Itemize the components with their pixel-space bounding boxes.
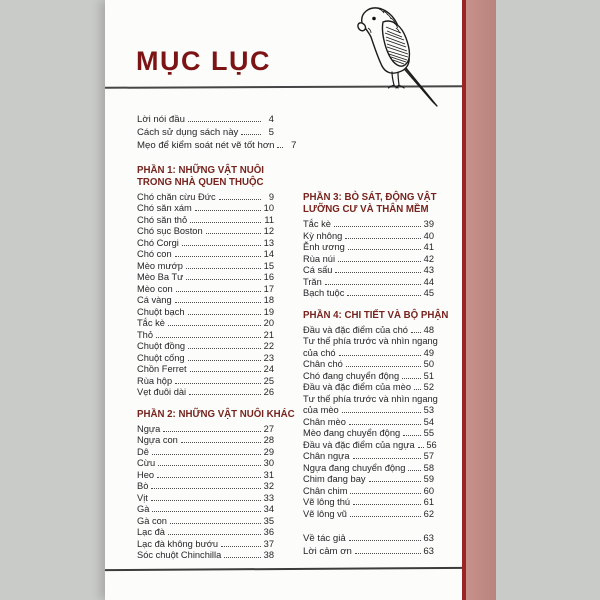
dot-leader [176, 291, 261, 292]
toc-group-phan-3 [303, 192, 437, 300]
section-heading-line: LƯỠNG CƯ VÀ THÂN MỀM [303, 204, 429, 216]
toc-item [303, 371, 434, 383]
toc-item-page-number: 58 [423, 462, 434, 473]
dot-leader [221, 546, 261, 547]
toc-group-back-matter [303, 532, 434, 558]
dot-leader [188, 348, 261, 349]
toc-item-label: Bạch tuộc [303, 288, 345, 299]
toc-item-page-number: 20 [263, 318, 274, 329]
toc-item-page-number: 41 [423, 242, 434, 253]
toc-item-label: Ngựa con [137, 435, 178, 446]
toc-group-phan-2 [137, 408, 295, 562]
toc-item-label: Ngựa đang chuyển động [303, 462, 406, 473]
toc-item [137, 424, 274, 436]
toc-item [303, 393, 438, 406]
toc-item-page-number: 48 [423, 324, 434, 335]
toc-item-label: Ngựa [137, 423, 161, 434]
toc-group-front-matter [137, 113, 297, 153]
toc-item-label: Chân chim [303, 485, 348, 496]
page-title: MỤC LỤC [136, 46, 271, 76]
toc-item-label: Chó Corgi [137, 237, 179, 248]
dot-leader [346, 366, 421, 367]
toc-item [137, 341, 274, 353]
dot-leader [156, 337, 261, 338]
toc-item-label: Chuột đồng [137, 341, 186, 352]
toc-item-label: Trăn [303, 276, 322, 287]
toc-item-label: Vịt [137, 492, 148, 503]
toc-item [303, 359, 434, 371]
toc-item-label: Cá vàng [137, 295, 172, 306]
toc-item [137, 353, 274, 365]
dot-leader [349, 424, 421, 425]
toc-item-page-number: 37 [263, 538, 274, 549]
toc-group-phan-1 [137, 165, 274, 399]
toc-item [137, 364, 274, 376]
toc-item-page-number: 63 [423, 533, 434, 545]
toc-item [303, 336, 438, 348]
toc-item-page-number: 36 [263, 527, 274, 538]
dot-leader [355, 553, 421, 554]
toc-item [137, 447, 274, 459]
dot-leader [411, 332, 421, 333]
dot-leader [334, 226, 421, 227]
toc-item-page-number: 44 [423, 276, 434, 287]
toc-item-label: Sóc chuột Chinchilla [137, 550, 222, 561]
dot-leader [408, 470, 421, 471]
toc-item-page-number: 61 [423, 497, 434, 508]
toc-item-page-number: 24 [263, 364, 274, 375]
toc-item-label: Lời cảm ơn [303, 546, 352, 558]
toc-item-label: Đầu và đặc điểm của ngựa [303, 439, 415, 450]
toc-item [303, 474, 434, 486]
toc-item-page-number: 16 [263, 272, 274, 283]
toc-item [137, 126, 274, 139]
toc-item-page-number: 12 [263, 226, 274, 237]
toc-item-label: Tư thế phía trước và nhìn ngang [303, 393, 438, 404]
toc-item-page-number: 35 [263, 515, 274, 526]
dot-leader [403, 435, 421, 436]
toc-item [303, 325, 434, 337]
toc-item [303, 242, 434, 254]
toc-item-page-number: 11 [264, 214, 274, 225]
toc-item-page-number: 34 [263, 504, 274, 515]
section-heading-line: PHẦN 4: CHI TIẾT VÀ BỘ PHẬN [303, 309, 449, 321]
toc-item-label: Chó săn thỏ [137, 214, 188, 225]
toc-item-page-number: 53 [423, 405, 434, 416]
dot-leader [347, 295, 421, 296]
toc-item [137, 295, 274, 307]
dot-leader [206, 233, 261, 234]
toc-item-label: Đầu và đặc điểm của chó [303, 324, 408, 335]
toc-item [303, 497, 434, 509]
toc-item-label: Mèo con [137, 283, 173, 294]
toc-item-label: Chó săn xám [137, 203, 192, 214]
toc-item [137, 504, 274, 516]
toc-item-page-number: 62 [423, 508, 434, 519]
dot-leader [339, 355, 421, 356]
toc-item [137, 550, 274, 562]
toc-item-page-number: 33 [263, 492, 274, 503]
toc-item-label: Chân ngựa [303, 451, 350, 462]
toc-item-label: Chó con [137, 249, 172, 260]
dot-leader [345, 238, 421, 239]
toc-item-page-number: 19 [263, 306, 274, 317]
toc-item [303, 428, 434, 440]
toc-item-page-number: 56 [426, 439, 437, 450]
dot-leader [181, 442, 261, 443]
toc-item-label: Đầu và đặc điểm của mèo [303, 382, 412, 393]
toc-item [137, 113, 274, 126]
toc-item-label: Chuột bạch [137, 306, 185, 317]
dot-leader [170, 523, 261, 524]
dot-leader [175, 383, 261, 384]
toc-item-page-number: 54 [423, 416, 434, 427]
dot-leader [224, 557, 261, 558]
toc-item-label: Mẹo để kiểm soát nét vẽ tốt hơn [137, 140, 275, 152]
dot-leader [163, 431, 261, 432]
dot-leader [325, 284, 421, 285]
toc-item-page-number: 49 [423, 347, 434, 358]
toc-item-label: Gà [137, 504, 150, 515]
dot-leader [168, 325, 261, 326]
toc-item-label: Cá sấu [303, 265, 333, 276]
section-heading-line: PHẦN 2: NHỮNG VẬT NUÔI KHÁC [137, 408, 295, 420]
toc-item-page-number: 32 [263, 481, 274, 492]
dot-leader [152, 454, 261, 455]
bird-beak [358, 23, 366, 31]
toc-item [137, 261, 274, 273]
toc-item-label: Chó sục Boston [137, 226, 203, 237]
dot-leader [349, 540, 421, 541]
toc-item [137, 318, 274, 330]
toc-item [303, 439, 437, 452]
dot-leader [338, 261, 421, 262]
toc-item-page-number: 42 [423, 253, 434, 264]
toc-item-page-number: 10 [263, 203, 274, 214]
toc-item-page-number: 27 [263, 423, 274, 434]
toc-item-label: của mèo [303, 405, 339, 416]
bird-feet [389, 72, 405, 88]
dot-leader [418, 447, 424, 448]
toc-item-page-number: 52 [423, 382, 434, 393]
toc-item-page-number: 55 [423, 428, 434, 439]
toc-item-page-number: 15 [263, 260, 274, 271]
dot-leader [188, 314, 261, 315]
toc-item [137, 458, 274, 470]
toc-item-label: Chim đang bay [303, 474, 366, 485]
toc-item-label: Ễnh ương [303, 242, 345, 253]
dot-leader [414, 389, 421, 390]
toc-item [303, 451, 434, 463]
toc-item-page-number: 26 [263, 387, 274, 398]
toc-item-page-number: 57 [423, 451, 434, 462]
toc-item [303, 254, 434, 266]
toc-item-page-number: 21 [263, 329, 274, 340]
toc-item [303, 532, 434, 545]
toc-item-label: Tắc kè [137, 318, 165, 329]
toc-item-label: Chuột cống [137, 352, 185, 363]
toc-item-page-number: 51 [423, 370, 434, 381]
toc-item-label: Vẽ lông vũ [303, 508, 347, 519]
toc-item [137, 481, 274, 493]
section-heading-line: TRONG NHÀ QUEN THUỘC [137, 176, 264, 188]
toc-item [137, 539, 274, 551]
toc-item [303, 417, 434, 429]
dot-leader [188, 360, 261, 361]
toc-item-page-number: 14 [263, 249, 274, 260]
toc-group-phan-4 [303, 309, 449, 520]
toc-item [137, 215, 274, 227]
dot-leader [182, 245, 261, 246]
toc-item-label: Chó đang chuyển động [303, 370, 400, 381]
dot-leader [190, 222, 261, 223]
dot-leader [348, 249, 421, 250]
toc-item [303, 219, 434, 231]
toc-item-label: Cừu [137, 458, 156, 469]
dot-leader [158, 465, 261, 466]
toc-item-label: Chó chăn cừu Đức [137, 191, 216, 202]
dot-leader [186, 279, 261, 280]
toc-item-page-number: 9 [268, 191, 274, 202]
toc-item-label: của chó [303, 347, 336, 358]
toc-item [137, 139, 297, 152]
toc-item [303, 405, 434, 417]
dot-leader [219, 199, 261, 200]
toc-item-label: Gà con [137, 515, 167, 526]
dot-leader [190, 371, 261, 372]
toc-item-label: Bò [137, 481, 149, 492]
dot-leader [350, 516, 421, 517]
dot-leader [353, 458, 421, 459]
toc-item-label: Lạc đà không bướu [137, 538, 219, 549]
toc-item-label: Mèo đang chuyển động [303, 428, 401, 439]
dot-leader [369, 481, 421, 482]
toc-item [137, 376, 274, 388]
dot-leader [335, 272, 421, 273]
toc-item-page-number: 45 [423, 288, 434, 299]
toc-item-page-number: 17 [263, 283, 274, 294]
toc-item [303, 277, 434, 289]
toc-item-page-number: 63 [423, 546, 434, 558]
dot-leader [342, 412, 421, 413]
section-heading-line: PHẦN 1: NHỮNG VẬT NUÔI [137, 164, 264, 176]
toc-item-page-number: 60 [423, 485, 434, 496]
toc-item [137, 493, 274, 505]
toc-item-label: Về tác giả [303, 533, 346, 545]
toc-item [137, 330, 274, 342]
toc-column-right [303, 192, 449, 559]
toc-item [137, 284, 274, 296]
dot-leader [277, 147, 283, 148]
toc-item-label: Vẹt đuôi dài [137, 387, 187, 398]
toc-item [137, 527, 274, 539]
toc-item [303, 265, 434, 277]
toc-item [303, 545, 434, 558]
toc-item-label: Rùa hộp [137, 375, 173, 386]
bird-eye [372, 17, 376, 21]
toc-item-page-number: 18 [263, 295, 274, 306]
toc-item-page-number: 31 [263, 469, 274, 480]
toc-item [137, 203, 274, 215]
book-cover-edge [466, 0, 496, 600]
toc-item-label: Cách sử dụng sách này [137, 127, 239, 139]
toc-item-page-number: 5 [268, 127, 274, 139]
toc-item-label: Chồn Ferret [137, 364, 187, 375]
dot-leader [241, 134, 261, 135]
toc-item [303, 463, 434, 475]
toc-item-label: Heo [137, 469, 155, 480]
toc-item-page-number: 50 [423, 359, 434, 370]
toc-item [303, 231, 434, 243]
dot-leader [195, 210, 261, 211]
toc-item-label: Mèo mướp [137, 260, 183, 271]
toc-item [303, 509, 434, 521]
toc-item-page-number: 39 [423, 219, 434, 230]
dot-leader [151, 500, 261, 501]
toc-item [137, 226, 274, 238]
dot-leader [350, 493, 421, 494]
toc-item-page-number: 13 [263, 237, 274, 248]
toc-item [137, 307, 274, 319]
toc-item-page-number: 23 [263, 352, 274, 363]
dot-leader [186, 268, 261, 269]
toc-item-label: Chân mèo [303, 416, 346, 427]
budgerigar-illustration [353, 4, 447, 108]
toc-item-page-number: 29 [263, 446, 274, 457]
toc-item-page-number: 4 [268, 114, 274, 125]
toc-item [137, 435, 274, 447]
toc-item [137, 238, 274, 250]
dot-leader [188, 121, 261, 122]
toc-item-label: Tắc kè [303, 219, 331, 230]
toc-item-label: Vẽ lông thú [303, 497, 351, 508]
toc-item-label: Dê [137, 446, 149, 457]
toc-item-label: Rùa núi [303, 253, 336, 264]
toc-item [137, 470, 274, 482]
toc-item [137, 192, 274, 204]
dot-leader [175, 302, 261, 303]
toc-item-label: Thỏ [137, 329, 154, 340]
dot-leader [152, 511, 261, 512]
toc-item-label: Lời nói đầu [137, 114, 185, 125]
dot-leader [168, 534, 261, 535]
section-heading-line: PHẦN 3: BÒ SÁT, ĐỘNG VẬT [303, 192, 437, 203]
toc-item [303, 348, 434, 360]
toc-item-label: Chân chó [303, 359, 343, 370]
toc-item [137, 249, 274, 261]
toc-item-page-number: 40 [423, 230, 434, 241]
toc-item [137, 516, 274, 528]
toc-item-page-number: 28 [263, 435, 274, 446]
dot-leader [402, 378, 421, 379]
toc-item-label: Tư thế phía trước và nhìn ngang [303, 336, 438, 347]
dot-leader [157, 477, 261, 478]
dot-leader [175, 256, 261, 257]
toc-item-label: Mèo Ba Tư [137, 272, 184, 283]
dot-leader [151, 488, 261, 489]
dot-leader [353, 504, 421, 505]
toc-column-left [137, 113, 297, 562]
toc-item-page-number: 22 [263, 341, 274, 352]
toc-item-page-number: 7 [291, 140, 297, 152]
toc-item-label: Kỳ nhông [303, 230, 343, 241]
toc-item-page-number: 38 [263, 550, 274, 561]
toc-item [303, 486, 434, 498]
toc-item [137, 272, 274, 284]
dot-leader [189, 394, 261, 395]
toc-item-page-number: 43 [423, 265, 434, 276]
toc-item [137, 387, 274, 399]
toc-item-page-number: 30 [263, 458, 274, 469]
toc-item [303, 288, 434, 300]
toc-item [303, 382, 434, 394]
toc-item-page-number: 25 [263, 375, 274, 386]
toc-item-label: Lạc đà [137, 527, 165, 538]
toc-item-page-number: 59 [423, 474, 434, 485]
